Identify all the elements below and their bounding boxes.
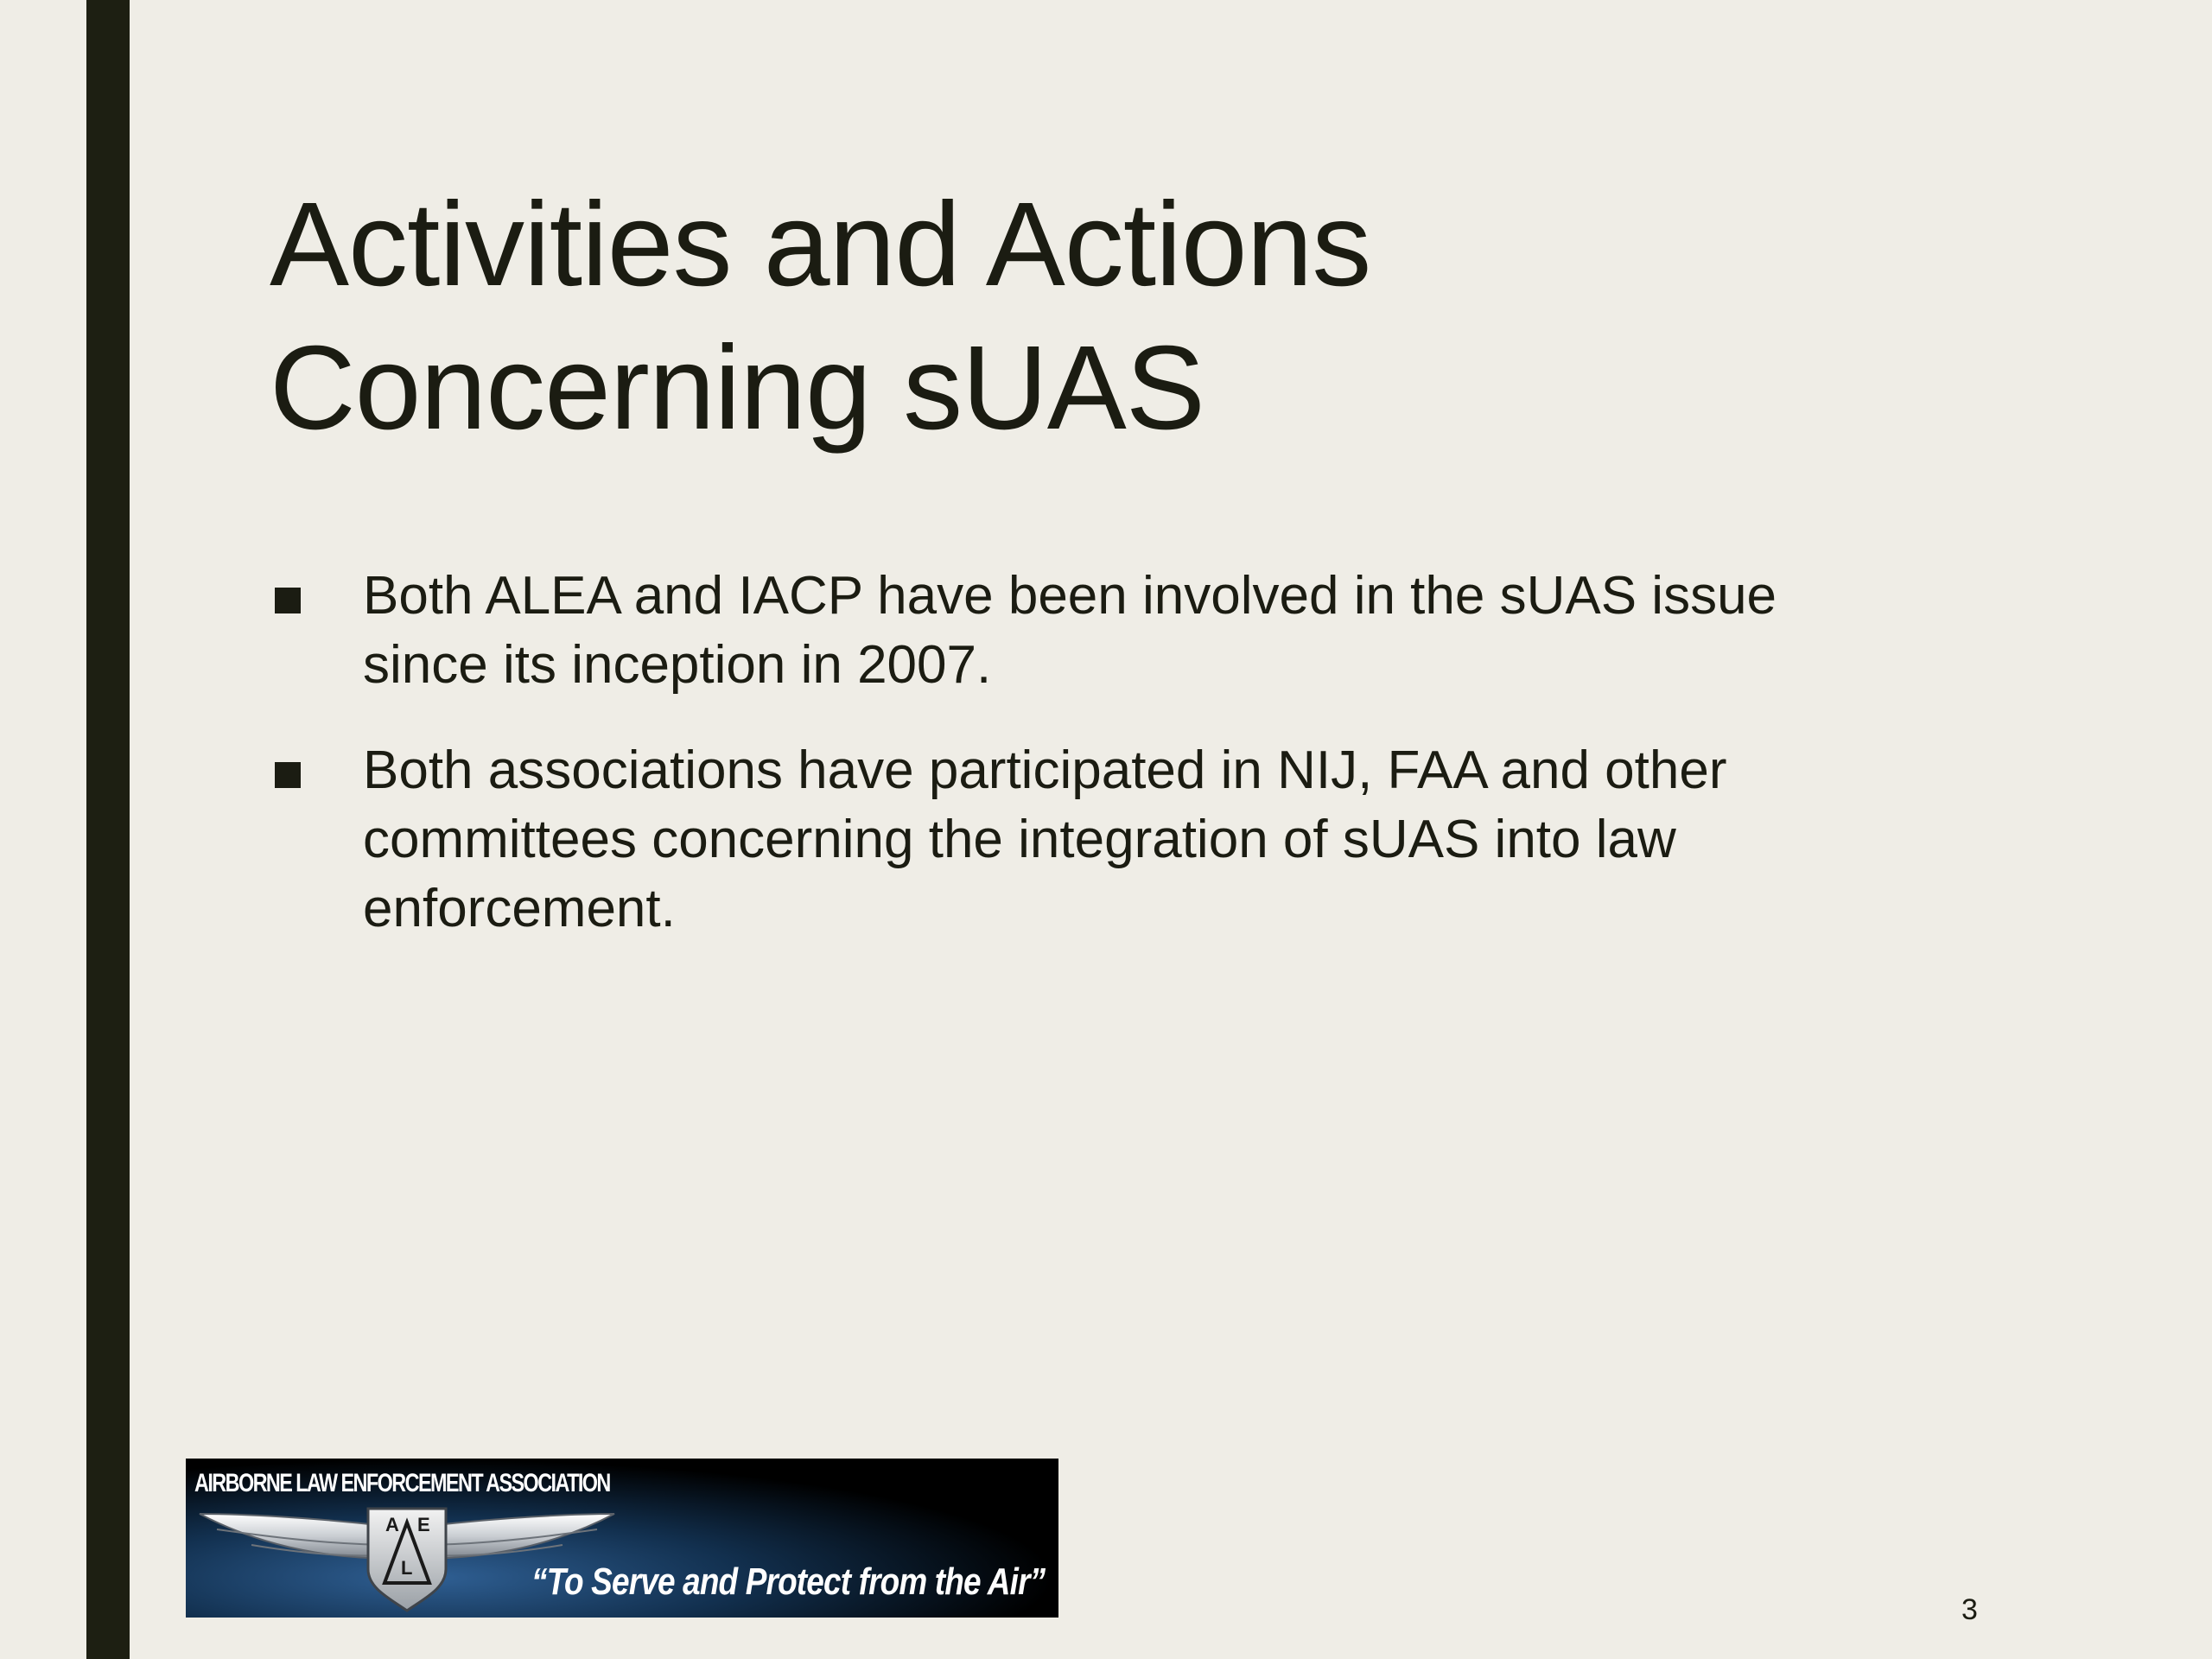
title-line-1: Activities and Actions [270, 178, 1371, 311]
bullet-text: Both ALEA and IACP have been involved in the sUAS issue since its inception in 2007. [363, 566, 1777, 695]
logo-tagline: “To Serve and Protect from the Air” [531, 1560, 1046, 1603]
square-bullet-icon [275, 762, 301, 788]
emblem-letter-l: L [401, 1557, 413, 1579]
square-bullet-icon [275, 588, 301, 613]
logo-org-name: AIRBORNE LAW ENFORCEMENT ASSOCIATION [194, 1469, 610, 1497]
bullet-item-2 [270, 736, 1911, 944]
title-line-2: Concerning sUAS [270, 321, 1205, 454]
page-number: 3 [1961, 1593, 1978, 1626]
emblem-letter-a: A [385, 1514, 399, 1535]
emblem-letter-e: E [417, 1514, 430, 1535]
slide-title [270, 173, 1998, 460]
alea-logo [186, 1459, 1058, 1618]
bullet-list [270, 562, 1911, 980]
left-accent-bar [86, 0, 130, 1659]
bullet-text: Both associations have participated in NIJ, FAA and other committees concerning the integration of sUAS into law enforcement. [363, 741, 1727, 938]
bullet-item-1 [270, 562, 1911, 700]
